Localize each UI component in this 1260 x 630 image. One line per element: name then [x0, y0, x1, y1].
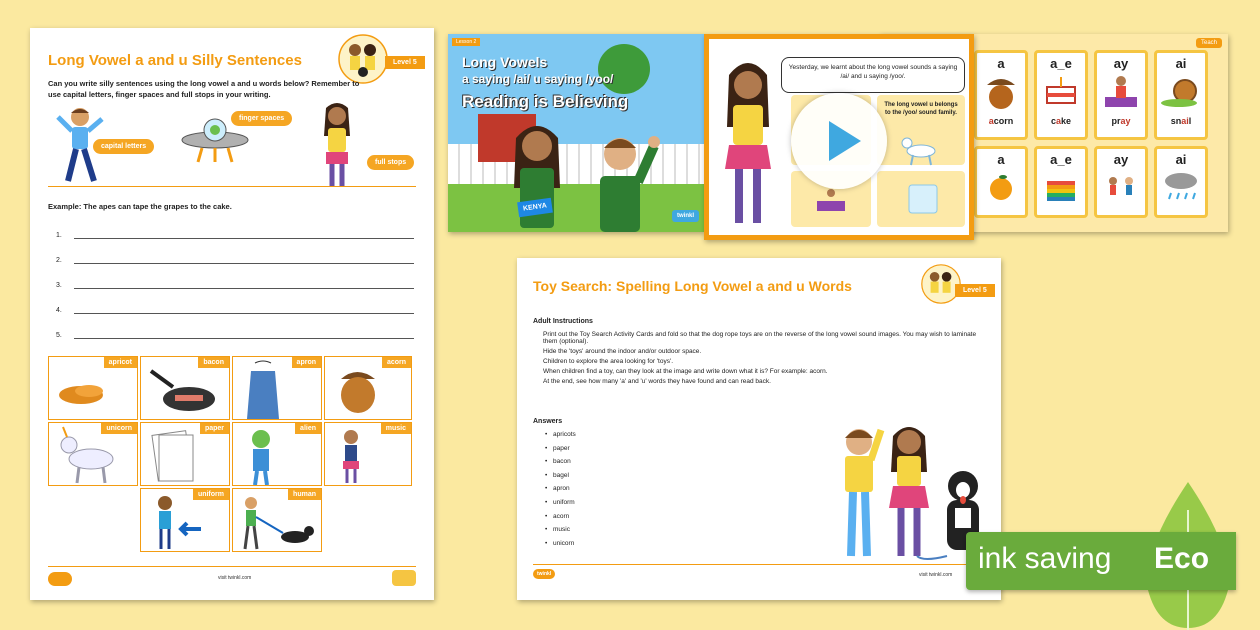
word-card-bacon: bacon [140, 356, 230, 420]
answer-item: • apron [553, 485, 576, 492]
writing-line[interactable] [74, 313, 414, 314]
answers-heading: Answers [533, 418, 563, 425]
writing-line[interactable] [74, 338, 414, 339]
grapheme-card-bottom-a[interactable]: a [974, 146, 1028, 218]
snail-icon [1157, 71, 1205, 111]
line-number: 5. [56, 332, 62, 339]
kenya-book: KENYA [517, 198, 553, 218]
play-button[interactable] [791, 93, 887, 189]
answer-item: • acorn [553, 513, 576, 520]
word-card-paper: paper [140, 422, 230, 486]
footer-url[interactable]: visit twinkl.com [919, 572, 953, 578]
writing-line[interactable] [74, 288, 414, 289]
example-sentence: Example: The apes can tape the grapes to the cake. [48, 202, 232, 211]
speech-text: Yesterday, we learnt about the long vowel sounds a saying /ai/ and u saying /yoo/. [788, 64, 958, 80]
cake-icon [1037, 71, 1085, 111]
instruction-item: Print out the Toy Search Activity Cards and fold so that the dog rope toys are on the reverse of the long vowel sound images. You may wish to laminate them (optional). [543, 331, 977, 345]
girl-holding-book-illustration [502, 118, 572, 232]
rainbow-cake-icon [1037, 167, 1085, 207]
footer-line [48, 566, 416, 567]
play-icon [791, 93, 887, 189]
answer-item: • bagel [553, 472, 576, 479]
instructions-list [533, 328, 987, 388]
instruction-item: When children find a toy, can they look at the image and write down what it is? For example: acorn. [543, 368, 828, 375]
callout-capital-letters: capital letters [92, 138, 155, 155]
grass [448, 184, 704, 232]
grapheme-card-bottom-a_e[interactable]: a_e [1034, 146, 1088, 218]
level-badge: Level 5 [955, 284, 995, 297]
answer-item: • apricots [553, 431, 576, 438]
level-badge: Level 5 [385, 56, 425, 69]
ink-saving-badge [966, 532, 1236, 590]
word-card-apron: apron [232, 356, 322, 420]
slide-title: Long Vowels [462, 54, 548, 70]
girl-thinking-illustration [715, 57, 781, 237]
line-number: 2. [56, 257, 62, 264]
orange-icon [977, 167, 1025, 207]
writing-line[interactable] [74, 238, 414, 239]
slide-video-lesson [704, 34, 974, 240]
pray-icon [1097, 71, 1145, 111]
word-card-apricot: apricot [48, 356, 138, 420]
answer-item: • unicorn [553, 540, 576, 547]
word-card-alien: alien [232, 422, 322, 486]
twinkl-logo: twinkl [533, 569, 555, 579]
word-card-music: music [324, 422, 412, 486]
callout-finger-spaces: finger spaces [230, 110, 293, 127]
speech-bubble [781, 57, 965, 93]
footer-url[interactable]: visit twinkl.com [218, 575, 252, 581]
teach-badge: Teach [1196, 38, 1222, 48]
line-number: 3. [56, 282, 62, 289]
tree [598, 44, 650, 94]
instruction-item: At the end, see how many 'a' and 'u' words they have found and can read back. [543, 378, 771, 385]
writing-line[interactable] [74, 263, 414, 264]
answer-item: • music [553, 526, 576, 533]
acorn-icon [977, 71, 1025, 111]
footer-line [533, 564, 985, 565]
word-card-human: human [232, 488, 322, 552]
eco-label: Eco [1154, 542, 1210, 575]
ink-saving-label: ink saving [978, 542, 1112, 575]
grapheme-card-bottom-ay[interactable]: ay [1094, 146, 1148, 218]
instruction-item: Children to explore the area looking for 'toys'. [543, 358, 674, 365]
slide-headline: Reading is Believing [462, 92, 629, 111]
answer-item: • bacon [553, 458, 576, 465]
rain-cloud-icon [1157, 167, 1205, 207]
vowel-note: The long vowel u belongs to the /yoo/ sound family. [884, 102, 958, 116]
pray-mat-icon [813, 185, 849, 215]
word-card-unicorn: unicorn [48, 422, 138, 486]
children-playing-icon [1097, 167, 1145, 207]
slide-reading-is-believing [448, 34, 704, 232]
kids-dog-icon [338, 34, 388, 84]
worksheet-title: Long Vowel a and u Silly Sentences [48, 52, 302, 69]
line-number: 4. [56, 307, 62, 314]
answer-item: • paper [553, 445, 576, 452]
word-card-acorn: acorn [324, 356, 412, 420]
twinkl-logo [48, 572, 72, 586]
worksheet-instructions: Can you write silly sentences using the long vowel a and u words below? Remember to use capital letters, finger spaces and full stops in your writing. [48, 79, 360, 99]
phonics-logo [392, 570, 416, 586]
grapheme-card-ay[interactable]: ay pray [1094, 50, 1148, 140]
callout-full-stops: full stops [366, 154, 415, 171]
toy-search-worksheet [517, 258, 1001, 600]
ice-cube-icon [903, 179, 943, 219]
adult-instructions-heading: Adult Instructions [533, 318, 593, 325]
toysheet-title: Toy Search: Spelling Long Vowel a and u Words [533, 278, 852, 294]
girl-illustration [312, 100, 362, 188]
divider [48, 186, 416, 187]
silly-sentences-worksheet [30, 28, 434, 600]
grapheme-card-ai[interactable]: ai snail [1154, 50, 1208, 140]
answers-list [533, 431, 576, 553]
word-card-uniform: uniform [140, 488, 230, 552]
waving-boy-illustration [584, 124, 664, 232]
grapheme-card-a_e[interactable]: a_e cake [1034, 50, 1088, 140]
unicorn-icon [895, 133, 945, 167]
grapheme-card-bottom-ai[interactable]: ai [1154, 146, 1208, 218]
lesson-tag: Lesson 2 [452, 38, 480, 46]
answer-item: • uniform [553, 499, 576, 506]
instruction-item: Hide the 'toys' around the indoor and/or outdoor space. [543, 348, 702, 355]
slide-subtitle: a saying /ai/ u saying /yoo/ [462, 72, 614, 86]
twinkl-logo: twinkl [672, 210, 699, 222]
line-number: 1. [56, 232, 62, 239]
grapheme-card-a[interactable]: a acorn [974, 50, 1028, 140]
